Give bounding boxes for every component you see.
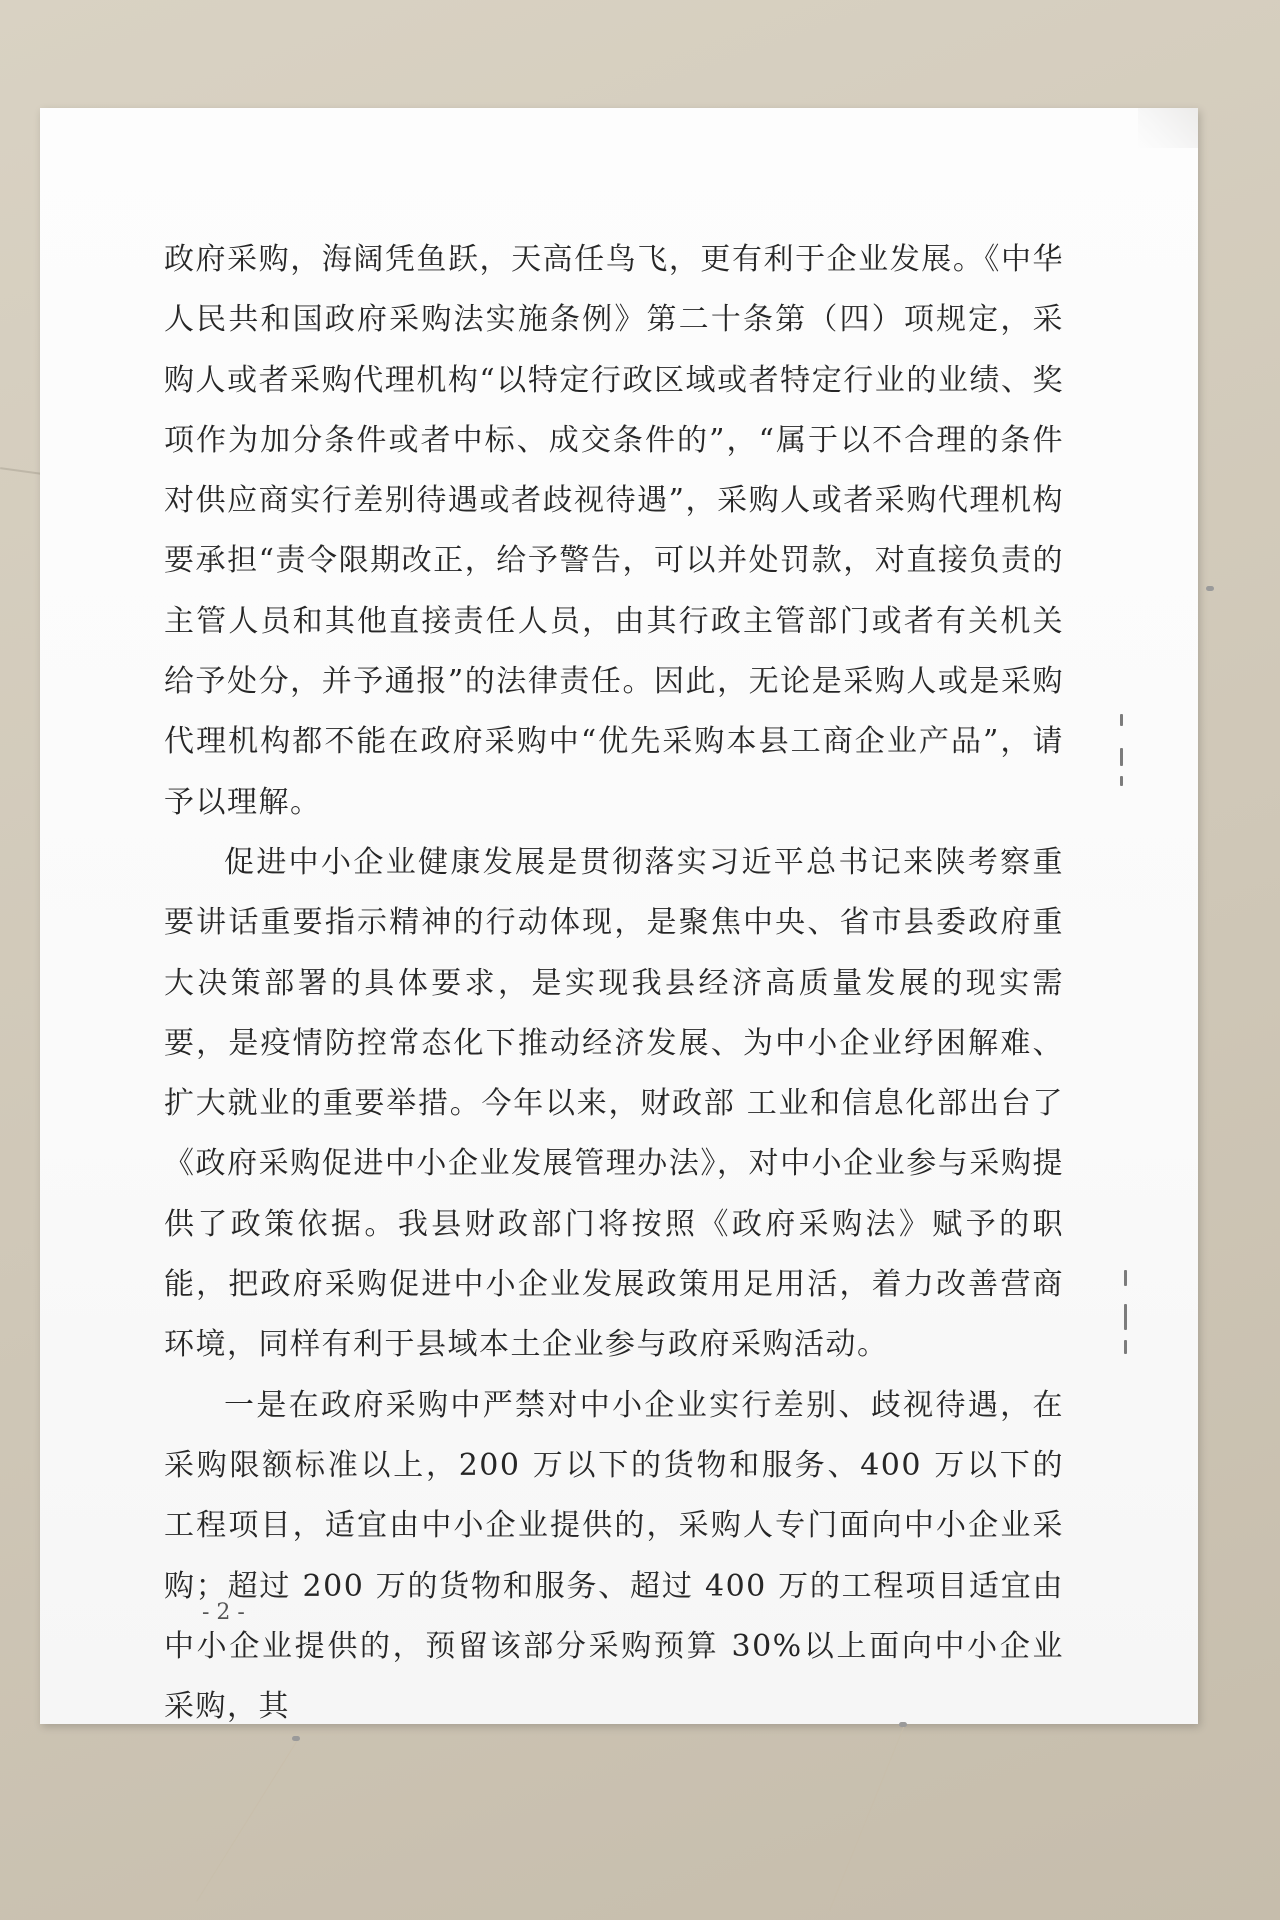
pin-thread [829, 1725, 905, 1911]
staple-mark [1120, 748, 1123, 766]
paragraph-2: 促进中小企业健康发展是贯彻落实习近平总书记来陕考察重要讲话重要指示精神的行动体现，是聚焦中央、省市县委政府重大决策部署的具体要求，是实现我县经济高质量发展的现实需要，是疫情防控常态化下推动经济发展、为中小企业纾困解难、扩大就业的重要举措。今年以来，财政部 工业和信息化部出台了《政府采购促进中小企业发展管理办法》，对中小企业参与采购提供了政策依据。我县财政部门将按照《政府采购法》赋予的职能，把政府采购促进中小企业发展政策用足用活，着力改善营商环境，同样有利于县域本土企业参与政府采购活动。 [164, 844, 1064, 1363]
staple-mark [1124, 1304, 1127, 1330]
paragraph-3: 一是在政府采购中严禁对中小企业实行差别、歧视待遇，在采购限额标准以上，200 万以下的货物和服务、400 万以下的工程项目，适宜由中小企业提供的，采购人专门面向中小企业采购；超过 200 万的货物和服务、超过 400 万的工程项目适宜由中小企业提供的，预留该部分采购预算 30%以上面向中小企业采购，其 [164, 1387, 1064, 1725]
pin-head [1206, 586, 1214, 591]
staple-mark [1120, 714, 1123, 726]
staple-mark [1124, 1270, 1127, 1286]
staple-mark [1124, 1340, 1127, 1354]
page-fold [1138, 108, 1198, 148]
page-number: - 2 - [202, 1600, 245, 1625]
document-body [164, 230, 1064, 1737]
staple-mark [1120, 776, 1123, 786]
pin-thread [196, 1740, 298, 1902]
paragraph-1: 政府采购，海阔凭鱼跃，天高任鸟飞，更有利于企业发展。《中华人民共和国政府采购法实施条例》第二十条第（四）项规定，采购人或者采购代理机构“以特定行政区域或者特定行业的业绩、奖项作为加分条件或者中标、成交条件的”，“属于以不合理的条件对供应商实行差别待遇或者歧视待遇”，采购人或者采购代理机构要承担“责令限期改正，给予警告，可以并处罚款，对直接负责的主管人员和其他直接责任人员，由其行政主管部门或者有关机关给予处分，并予通报”的法律责任。因此，无论是采购人或是采购代理机构都不能在政府采购中“优先采购本县工商企业产品”，请予以理解。 [164, 242, 1064, 820]
wall-crack [0, 467, 42, 475]
pin-head [292, 1736, 300, 1741]
pin-head [899, 1722, 907, 1727]
